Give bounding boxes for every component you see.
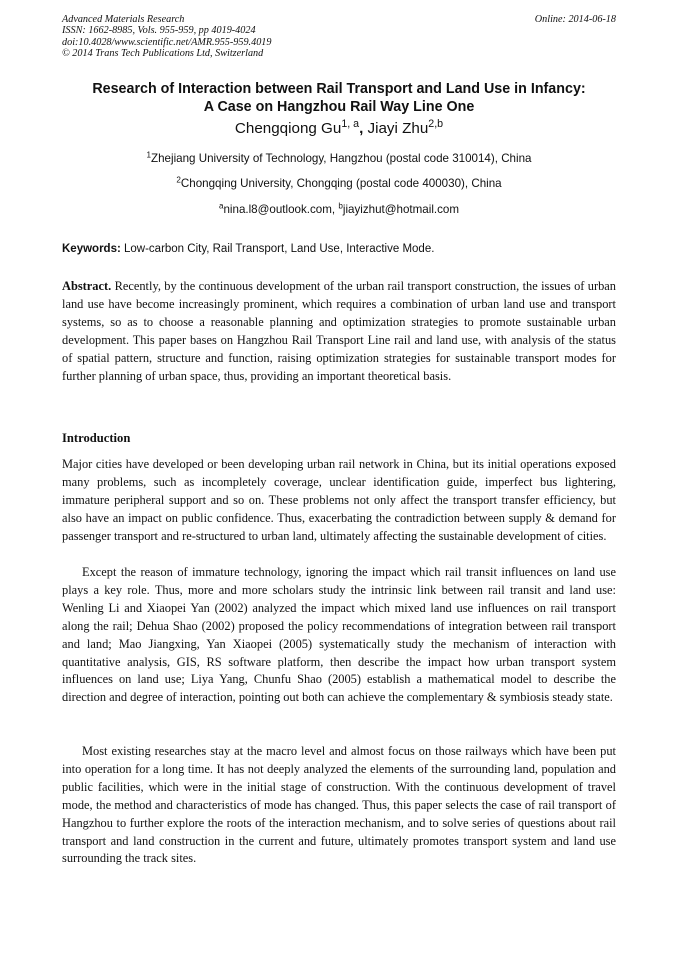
author-2-superscript: 2,b bbox=[428, 118, 444, 131]
journal-name: Advanced Materials Research bbox=[62, 14, 185, 25]
author-emails bbox=[40, 203, 638, 217]
title-line-1: Research of Interaction between Rail Transport and Land Use in Infancy: bbox=[92, 81, 586, 97]
keywords-label: Keywords: bbox=[62, 243, 121, 255]
author-2: Jiayi Zhu bbox=[363, 120, 429, 137]
abstract-text: Recently, by the continuous development of the urban rail transport construction, the issues of urban land use have become increasingly prominent, which requires a combination of urban land use and transport systems, so as to choose a reasonable planning and optimization strategies to promote sustainable urban development. This paper bases on Hangzhou Rail Transport Line rail and land use, with analysis of the status of spatial pattern, structure and function, raising optimization strategies for sustainable transport modes for further planning of urban space, thus, providing an important theoretical basis. bbox=[62, 279, 616, 383]
affiliation-1 bbox=[40, 152, 638, 166]
affiliation-2-marker: 2 bbox=[176, 175, 181, 185]
email-a-marker: a bbox=[218, 201, 224, 211]
affiliation-1-text: Zhejiang University of Technology, Hangzhou (postal code 310014), China bbox=[151, 152, 532, 165]
intro-paragraph-2: Except the reason of immature technology, ignoring the impact which rail transit influences on land use plays a key role. Thus, more and more scholars study the intrinsic link between rail transit and land use: Wenling Li and Xiaopei Yan (2002) analyzed the impact which mixed land use influences on rail transport along the rail; Dehua Shao (2002) proposed the policy recommendations of integration between rail transport and land; Mao Jiangxing, Yan Xiaopei (2005) systematically study the mechanism of interaction with quantitative analysis, GIS, RS software platform, then describe the impact how urban transport system influences on land use; Liya Yang, Chunfu Shao (2005) establish a mathematical model to describe the direction and degree of interaction, pointing out both can achieve the complementary & symbiosis steady state. bbox=[62, 565, 616, 705]
abstract bbox=[62, 278, 616, 385]
abstract-label: Abstract. bbox=[62, 279, 112, 293]
author-1-superscript: 1, a bbox=[341, 118, 360, 131]
intro-paragraph-1: Major cities have developed or been developing urban rail network in China, but its initial operations exposed many problems, such as incompletely coverage, unclear identification guide, imperfect bus lightering, immature peripheral support and so on. These problems not only affect the transport transfer efficiency, but also have an impact on public confidence. Thus, exacerbating the contradiction between supply & demand for passenger transport and re-structured to urban land, ultimately affecting the sustainable development of cities. bbox=[62, 457, 616, 543]
email-b-marker: b bbox=[338, 201, 343, 211]
keywords-text: Low-carbon City, Rail Transport, Land Use, Interactive Mode. bbox=[120, 243, 435, 255]
affiliation-2 bbox=[40, 177, 638, 191]
author-list bbox=[40, 120, 638, 138]
author-separator: , bbox=[359, 120, 364, 137]
section-heading-introduction: Introduction bbox=[62, 431, 131, 445]
affiliation-2-text: Chongqing University, Chongqing (postal code 400030), China bbox=[180, 177, 502, 190]
online-date: Online: 2014-06-18 bbox=[534, 14, 616, 25]
page-header bbox=[62, 14, 616, 60]
title-line-2: A Case on Hangzhou Rail Way Line One bbox=[203, 99, 475, 115]
affiliation-1-marker: 1 bbox=[146, 150, 152, 160]
email-b[interactable]: jiayizhut@hotmail.com bbox=[342, 203, 460, 216]
paper-title bbox=[40, 80, 638, 116]
copyright-line: © 2014 Trans Tech Publications Ltd, Switzerland bbox=[62, 48, 264, 60]
email-a[interactable]: nina.l8@outlook.com, bbox=[223, 203, 339, 216]
doi-line: doi:10.4028/www.scientific.net/AMR.955-959.4019 bbox=[62, 36, 272, 48]
issn-line: ISSN: 1662-8985, Vols. 955-959, pp 4019-4024 bbox=[62, 25, 256, 37]
author-1: Chengqiong Gu bbox=[234, 120, 342, 137]
keywords bbox=[62, 242, 616, 256]
intro-paragraph-3: Most existing researches stay at the macro level and almost focus on those railways which have been put into operation for a long time. It has not deeply analyzed the elements of the surrounding land, population and public facilities, which were in the initial stage of construction. With the continuous development of travel mode, the method and characteristics of mode has changed. Thus, this paper selects the case of rail transport of Hangzhou to further explore the roots of the interaction mechanism, and to solve series of questions about rail transport and land construction in the current and future, ultimately promotes transport system and land use surrounding the track sites. bbox=[62, 744, 616, 866]
